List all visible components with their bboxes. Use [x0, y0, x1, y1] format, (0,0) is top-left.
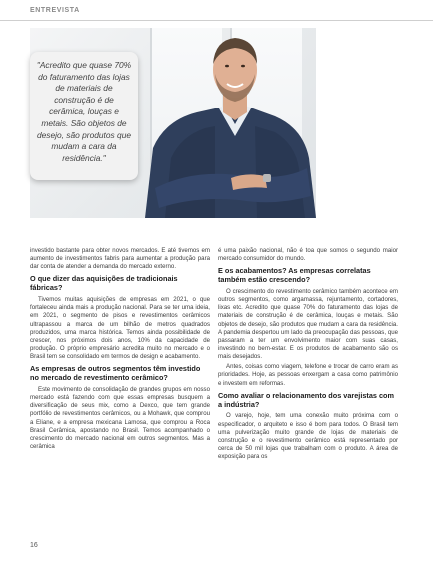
header-divider	[0, 20, 433, 21]
paragraph: O crescimento do revestimento cerâmico também acontece em outros segmentos, como argamassa, rejuntamento, cortadores, lixas etc. Acredito que quase 70% do faturamento das lojas de materiais de construção é de cerâmica, louças e metais. São objetos de desejo, são produtos que mudam a cara da residência. A pandemia despertou um lado da preocupação das pessoas, que passaram a ter um envolvimento maior com suas casas, investindo no bem-estar. E os produtos de acabamento são os mais desejados.	[218, 287, 398, 361]
pull-quote: "Acredito que quase 70% do faturamento das lojas de materiais de construção é de cerâmica, louças e metais. São objetos de desejo, são produtos que mudam a cara da residência."	[30, 52, 138, 180]
right-text-column	[218, 247, 398, 461]
paragraph: O varejo, hoje, tem uma conexão muito próxima com o especificador, o arquiteto e isso é bom para todos. O Brasil tem uma pulverização muito grande de lojas de materiais de construção e o revestimento cerâmico está representado por cerca de 50 mil lojas que trabalham com o produto. A área de exposição para os	[218, 412, 398, 461]
question-heading: Como avaliar o relacionamento dos varejistas com a indústria?	[218, 390, 395, 409]
portrait-photo-icon	[135, 28, 316, 218]
section-label: ENTREVISTA	[30, 7, 80, 14]
question-heading: As empresas de outros segmentos têm investido no mercado de revestimento cerâmico?	[30, 364, 201, 383]
page-number: 16	[30, 542, 38, 549]
paragraph: Antes, coisas como viagem, telefone e trocar de carro eram as prioridades. Hoje, as pessoas enxergam a casa como patrimônio e investem em reformas.	[218, 363, 398, 387]
left-text-column	[30, 247, 210, 451]
question-heading: E os acabamentos? As empresas correlatas também estão crescendo?	[218, 266, 371, 285]
question-heading: O que dizer das aquisições de tradicionais fábricas?	[30, 274, 178, 293]
paragraph: Tivemos muitas aquisições de empresas em 2021, o que fortaleceu ainda mais a produção nacional. Para se ter uma ideia, em 2021, o segmento de pisos e revestimentos cerâmicos ultrapassou a marca de um bilhão de metros quadrados produzidos, uma marca histórica. Temos ainda possibilidade de crescer, nos próximos dois anos, 10% da capacidade de produção. O próprio empresário acredita muito no mercado e o Brasil tem se consolidado em termos de design e acabamento.	[30, 296, 210, 361]
paragraph: é uma paixão nacional, não é toa que somos o segundo maior mercado consumidor do mundo.	[218, 247, 398, 263]
paragraph: investido bastante para obter novos mercados. E até tivemos em aumento de investimentos fabris para aumentar a produção para dar conta de atender a demanda do mercado externo.	[30, 247, 210, 271]
paragraph: Este movimento de consolidação de grandes grupos em nosso mercado está fazendo com que essas empresas busquem a diversificação de seus mix, como a Dexco, que tem grande portfólio de revestimentos cerâmicos, ou a Mohawk, que comprou a Eliane, e a empresa mexicana Lamosa, que comprou a Roca Brasil Cerâmica, apostando no Brasil. Temos acompanhado o crescimento do mercado nacional em outros segmentos. Mas a cerâmica	[30, 385, 210, 450]
